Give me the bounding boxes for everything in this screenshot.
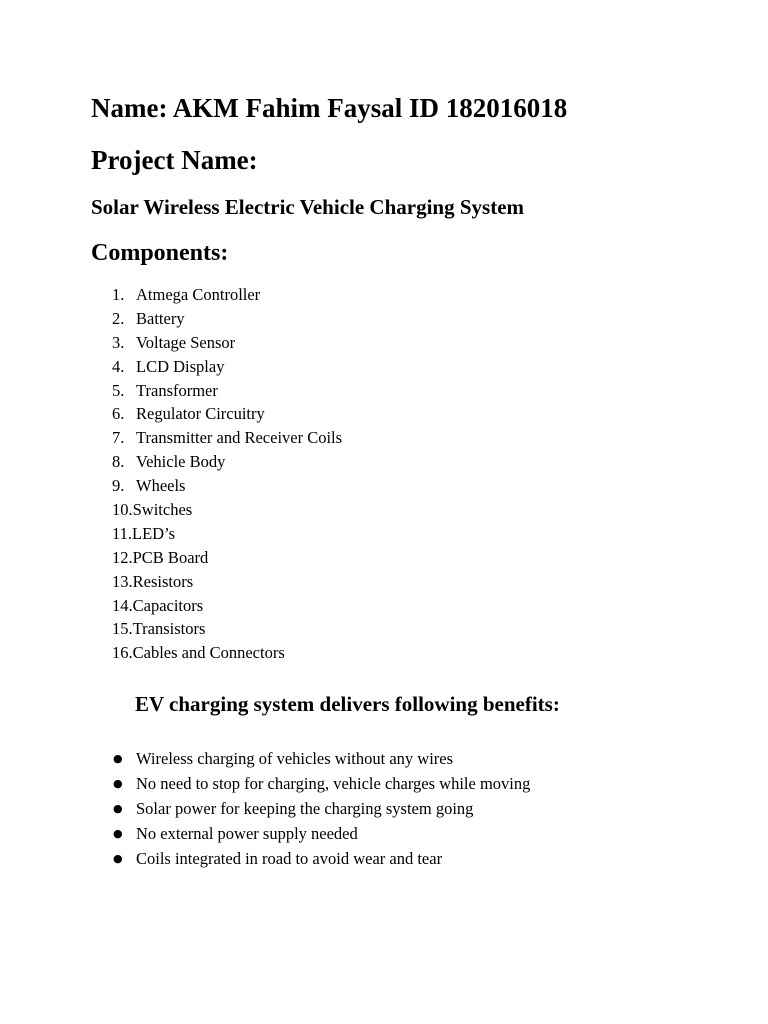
component-label: Cables and Connectors <box>132 643 285 663</box>
component-label: Switches <box>132 500 193 520</box>
component-label: Atmega Controller <box>136 285 261 304</box>
bullet-icon: ● <box>113 802 123 816</box>
bullet-icon: ● <box>113 777 123 791</box>
component-number: 4. <box>112 356 125 376</box>
component-number: 10. <box>112 500 133 520</box>
components-heading: Components: <box>91 240 229 266</box>
component-label: Transformer <box>136 380 218 400</box>
component-number: 15. <box>112 619 133 639</box>
benefit-text: No external power supply needed <box>136 824 358 844</box>
component-number: 8. <box>112 452 125 472</box>
component-label: Vehicle Body <box>136 452 226 472</box>
benefit-text: Wireless charging of vehicles without any wires <box>136 749 454 768</box>
component-label: Battery <box>136 308 185 328</box>
component-number: 12. <box>112 547 133 567</box>
project-label: Project Name: <box>91 145 258 175</box>
bullet-icon: ● <box>113 752 123 765</box>
component-label: Resistors <box>132 571 194 591</box>
component-label: Transistors <box>132 619 206 639</box>
benefits-heading: EV charging system delivers following benefits: <box>135 692 560 716</box>
component-label: Voltage Sensor <box>136 332 236 352</box>
component-number: 1. <box>112 285 125 304</box>
benefit-text: Coils integrated in road to avoid wear and tear <box>136 849 443 869</box>
component-number: 9. <box>112 476 125 496</box>
component-label: LCD Display <box>136 356 225 376</box>
name-line: Name: AKM Fahim Faysal ID 182016018 <box>91 93 568 123</box>
component-number: 2. <box>112 308 125 328</box>
component-number: 11. <box>112 523 133 543</box>
component-entry <box>112 594 203 618</box>
component-label: PCB Board <box>132 547 209 567</box>
component-number: 6. <box>112 404 125 424</box>
component-entry <box>112 498 192 522</box>
component-entry <box>112 641 285 665</box>
component-number: 14. <box>112 595 133 615</box>
component-number: 13. <box>112 571 133 591</box>
component-label: Capacitors <box>132 595 204 615</box>
component-entry <box>112 546 208 570</box>
component-number: 7. <box>112 428 125 448</box>
component-label: Wheels <box>136 476 186 496</box>
benefit-text: Solar power for keeping the charging system going <box>136 799 474 819</box>
component-label: LED’s <box>132 523 176 543</box>
component-number: 5. <box>112 380 125 400</box>
bullet-icon: ● <box>113 827 123 841</box>
bullet-icon: ● <box>113 852 123 866</box>
component-number: 3. <box>112 332 125 352</box>
component-entry <box>112 617 205 641</box>
component-label: Regulator Circuitry <box>136 404 265 424</box>
component-entry <box>112 522 175 546</box>
component-label: Transmitter and Receiver Coils <box>136 428 343 448</box>
component-entry <box>112 570 193 594</box>
project-title: Solar Wireless Electric Vehicle Charging System <box>91 195 525 219</box>
component-number: 16. <box>112 643 133 663</box>
benefit-text: No need to stop for charging, vehicle charges while moving <box>136 774 531 794</box>
